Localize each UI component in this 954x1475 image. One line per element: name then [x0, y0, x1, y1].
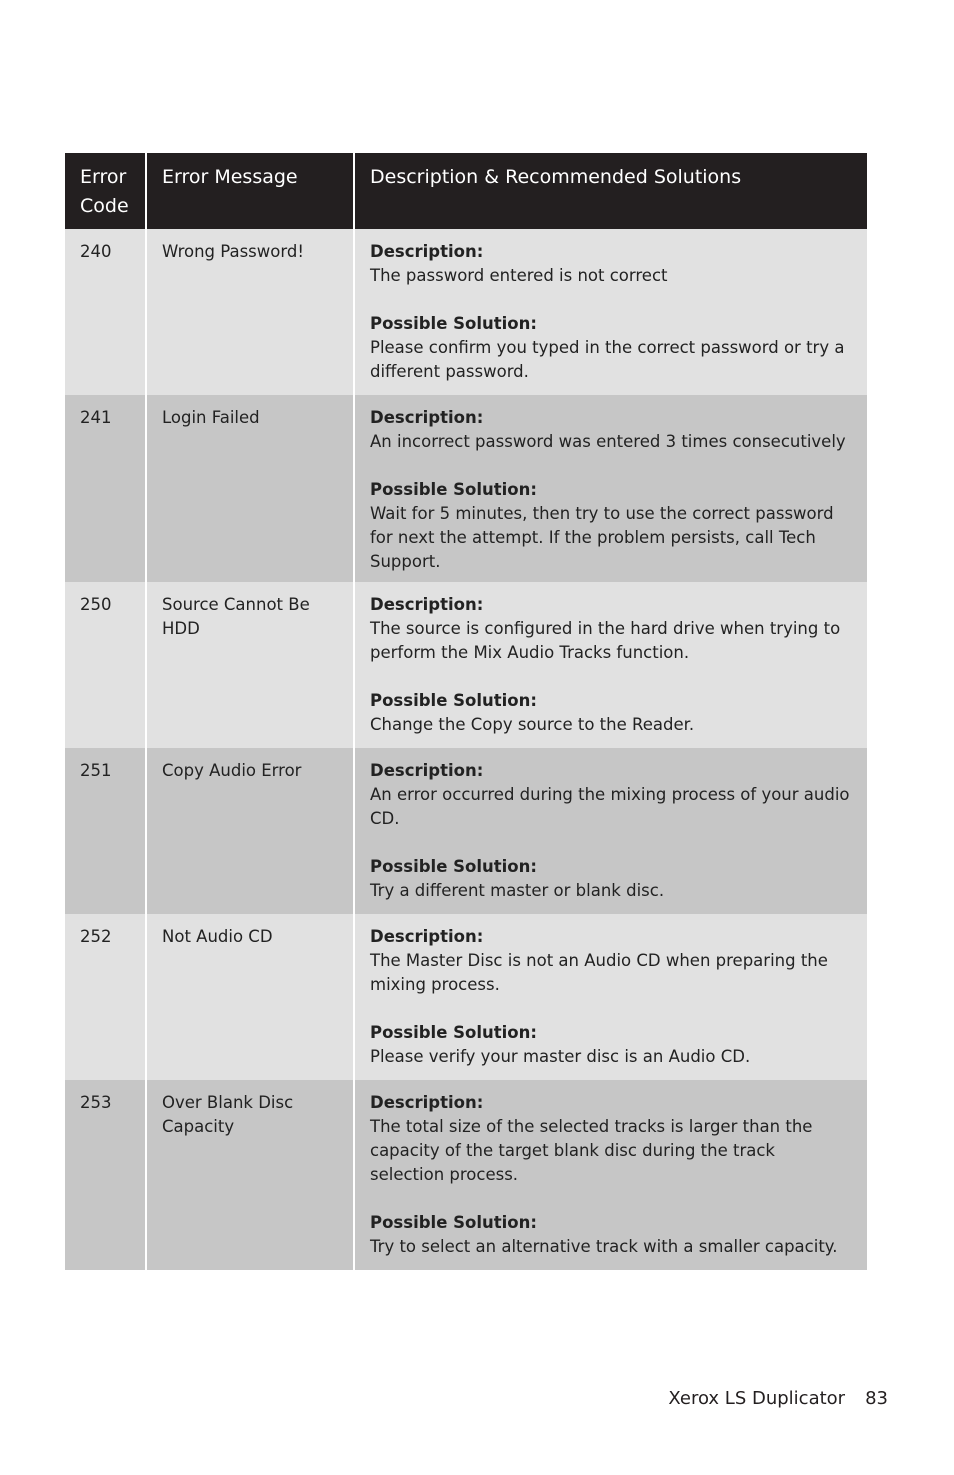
- footer-product-name: Xerox LS Duplicator: [668, 1388, 846, 1409]
- error-code-cell: 250: [65, 582, 146, 748]
- description-text: The Master Disc is not an Audio CD when preparing the mixing process.: [370, 951, 828, 994]
- description-cell: [354, 748, 867, 914]
- solution-label: Possible Solution:: [370, 480, 537, 499]
- error-message-cell: Not Audio CD: [146, 914, 354, 1080]
- solution-text: Please confirm you typed in the correct password or try a different password.: [370, 338, 845, 381]
- solution-text: Wait for 5 minutes, then try to use the correct password for next the attempt. If the problem persists, call Tech Support.: [370, 504, 834, 571]
- table-row: [65, 748, 867, 914]
- header-error-code: Error Code: [65, 153, 146, 229]
- table-row: [65, 914, 867, 1080]
- solution-label: Possible Solution:: [370, 857, 537, 876]
- description-text: The password entered is not correct: [370, 266, 668, 285]
- table-row: [65, 395, 867, 582]
- error-message-cell: Over Blank Disc Capacity: [146, 1080, 354, 1270]
- description-cell: [354, 1080, 867, 1270]
- table-header-row: [65, 153, 867, 229]
- description-label: Description:: [370, 761, 484, 780]
- error-message-cell: Source Cannot Be HDD: [146, 582, 354, 748]
- description-text: An incorrect password was entered 3 times consecutively: [370, 432, 846, 451]
- description-label: Description:: [370, 408, 484, 427]
- table-row: [65, 582, 867, 748]
- error-code-cell: 252: [65, 914, 146, 1080]
- description-label: Description:: [370, 242, 484, 261]
- error-message-cell: Copy Audio Error: [146, 748, 354, 914]
- description-text: The total size of the selected tracks is larger than the capacity of the target blank disc during the track selection process.: [370, 1117, 813, 1184]
- solution-label: Possible Solution:: [370, 1213, 537, 1232]
- description-cell: [354, 229, 867, 395]
- description-label: Description:: [370, 595, 484, 614]
- table-row: [65, 229, 867, 395]
- error-code-cell: 240: [65, 229, 146, 395]
- error-code-cell: 241: [65, 395, 146, 582]
- solution-label: Possible Solution:: [370, 314, 537, 333]
- header-description: Description & Recommended Solutions: [354, 153, 867, 229]
- page-number: 83: [865, 1388, 888, 1409]
- description-cell: [354, 582, 867, 748]
- solution-text: Try to select an alternative track with a smaller capacity.: [370, 1237, 838, 1256]
- table-row: [65, 1080, 867, 1270]
- error-code-table: [65, 153, 867, 1270]
- description-text: The source is configured in the hard drive when trying to perform the Mix Audio Tracks function.: [370, 619, 841, 662]
- solution-label: Possible Solution:: [370, 691, 537, 710]
- description-cell: [354, 395, 867, 582]
- header-error-message: Error Message: [146, 153, 354, 229]
- error-message-cell: Login Failed: [146, 395, 354, 582]
- description-label: Description:: [370, 1093, 484, 1112]
- solution-text: Please verify your master disc is an Audio CD.: [370, 1047, 751, 1066]
- solution-label: Possible Solution:: [370, 1023, 537, 1042]
- error-code-cell: 253: [65, 1080, 146, 1270]
- description-text: An error occurred during the mixing process of your audio CD.: [370, 785, 850, 828]
- page-footer: [600, 1388, 888, 1409]
- description-label: Description:: [370, 927, 484, 946]
- description-cell: [354, 914, 867, 1080]
- solution-text: Try a different master or blank disc.: [370, 881, 665, 900]
- solution-text: Change the Copy source to the Reader.: [370, 715, 695, 734]
- error-code-cell: 251: [65, 748, 146, 914]
- error-message-cell: Wrong Password!: [146, 229, 354, 395]
